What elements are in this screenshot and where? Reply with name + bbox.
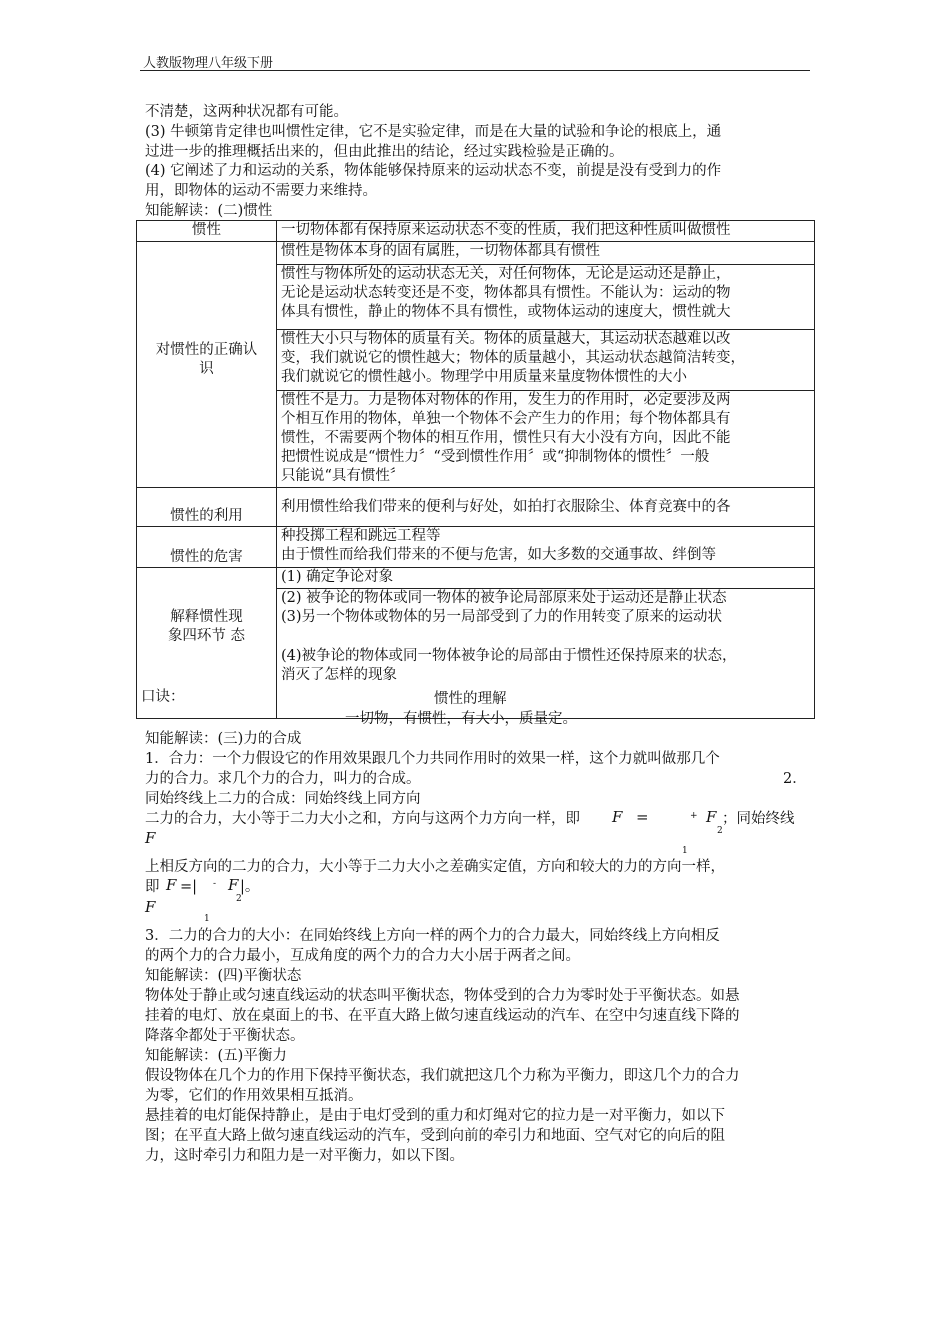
paragraph-line: 上相反方向的二力的合力，大小等于二力大小之差确实定值，方向和较大的力的方向一样，: [145, 859, 725, 875]
utilization-cell: [277, 487, 815, 526]
paragraph-line: 过进一步的推理概括出来的，但由此推出的结论，经过实践检验是正确的。: [145, 144, 624, 160]
cell-line: 惯性大小只与物体的质量有关。物体的质量越大，其运动状态越难以改: [281, 330, 731, 347]
paragraph-line: 物体处于静止或匀速直线运动的状态叫平衡状态，物体受到的合力为零时处于平衡状态。如悬: [145, 988, 740, 1004]
section-heading-composition: 知能解读：(三)力的合成: [145, 731, 302, 747]
section-heading-equilibrium: 知能解读：(四)平衡状态: [145, 968, 302, 984]
row-label-utilization: 惯性的利用: [137, 487, 277, 526]
subscript: 2: [717, 826, 723, 836]
paragraph-line: 图；在平直大路上做匀速直线运动的汽车，受到向前的牵引力和地面、空气对它的向后的阻: [145, 1128, 725, 1144]
paragraph-line: 挂着的电灯、放在桌面上的书、在平直大路上做匀速直线运动的汽车、在空中匀速直线下降的: [145, 1008, 740, 1024]
cell-line: 无论是运动状态转变还是不变，物体都具有惯性。不能认为：运动的物: [281, 284, 731, 301]
cell-line: 体具有惯性，静止的物体不具有惯性，或物体运动的速度大，惯性就大: [281, 303, 731, 320]
formula-symbol: F: [228, 876, 239, 894]
subscript: 2: [236, 894, 242, 904]
paragraph-fragment: 即: [145, 879, 160, 895]
paragraph-line: 力的合力。求几个力的合力，叫力的合成。: [145, 771, 421, 787]
formula-symbol: F: [166, 876, 177, 894]
step-2: (2) 被争论的物体或同一物体的被争论局部原来处于运动还是静止状态: [281, 589, 727, 606]
paragraph-line: 用，即物体的运动不需要力来维持。: [145, 183, 377, 199]
step-1-cell: (1) 确定争论对象: [277, 567, 815, 588]
formula-symbol: F: [145, 898, 156, 916]
steps-cell: [277, 588, 815, 718]
paragraph-line: 的两个力的合力最小，互成角度的两个力的合力大小居于两者之间。: [145, 948, 580, 964]
paragraph-line: 二力的合力，大小等于二力大小之和，方向与这两个力方向一样，即: [145, 811, 580, 827]
cell-line: 把惯性说成是“惯性力〞“受到惯性作用〞或“抑制物体的惯性〞一般: [281, 448, 710, 465]
paragraph-fragment: =|: [180, 879, 198, 895]
row-label-correct-understanding-top: [137, 242, 277, 265]
row-label-four-steps: 解释惯性现 象四环节 态 口诀：: [137, 567, 277, 718]
paragraph-line: 力，这时牵引力和阻力是一对平衡力，如以下图。: [145, 1148, 464, 1164]
row-label-inertia: 惯性: [137, 221, 277, 242]
cell-line: 惯性不是力。力是物体对物体的作用，发生力的作用时，必定要涉及两: [281, 391, 731, 408]
harm-cell: [277, 526, 815, 567]
step-4: (4)被争论的物体或同一物体被争论的局部由于惯性还保持原来的状态，: [281, 647, 737, 664]
paragraph-line: 假设物体在几个力的作用下保持平衡状态，我们就把这几个力称为平衡力，即这几个力的合力: [145, 1068, 740, 1084]
inertia-understanding-caption: 惯性的理解: [434, 691, 507, 707]
label-spacer: [137, 264, 277, 329]
understanding-cell-b: [277, 264, 815, 329]
cell-line: 由于惯性而给我们带来的不便与危害，如大多数的交通事故、绊倒等: [281, 546, 716, 563]
formula-symbol: F: [612, 808, 623, 826]
paragraph-line: 降落伞都处于平衡状态。: [145, 1028, 305, 1044]
paragraph-line: 同始终线上二力的合成：同始终线上同方向: [145, 791, 421, 807]
step-4-cont: 消灭了怎样的现象: [281, 666, 397, 683]
section-heading-inertia: 知能解读：(二)惯性: [145, 203, 273, 219]
running-header: 人教版物理八年级下册: [143, 56, 274, 71]
formula-symbol: -: [213, 879, 217, 889]
understanding-cell-c: [277, 329, 815, 390]
paragraph-fragment: ；同始终线: [722, 811, 795, 827]
understanding-cell-d: [277, 390, 815, 487]
item-number-2: 2．: [783, 771, 807, 787]
formula-symbol: =: [636, 808, 649, 826]
subscript: 1: [682, 846, 688, 856]
section-heading-balanced-forces: 知能解读：(五)平衡力: [145, 1048, 287, 1064]
rhyme-line: 一切物，有惯性，有大小，质量定。: [345, 711, 577, 727]
paragraph-line: 1．合力：一个力假设它的作用效果跟几个力共同作用时的效果一样，这个力就叫做那几个: [145, 751, 720, 767]
paragraph-line: 不清楚，这两种状况都有可能。: [145, 104, 348, 120]
paragraph-fragment: |。: [240, 879, 260, 895]
cell-line: 变，我们就说它的惯性越大；物体的质量越小，其运动状态越简洁转变，: [281, 349, 745, 366]
cell-line: 只能说“具有惯性〞: [281, 467, 405, 484]
paragraph-line: (4) 它阐述了力和运动的关系，物体能够保持原来的运动状态不变，前提是没有受到力的作: [145, 163, 722, 179]
label-spacer: [137, 390, 277, 487]
formula-symbol: F: [145, 829, 156, 847]
step-3: (3)另一个物体或物体的另一局部受到了力的作用转变了原来的运动状: [281, 608, 723, 625]
cell-line: 惯性，不需要两个物体的相互作用，惯性只有大小没有方向，因此不能: [281, 429, 731, 446]
paragraph-line: (3) 牛顿第肯定律也叫惯性定律，它不是实验定律，而是在大量的试验和争论的根底上，通: [145, 124, 722, 140]
row-label-correct-understanding: 对惯性的正确认识: [137, 329, 277, 390]
row-label-harm: 惯性的危害: [137, 526, 277, 567]
cell-line: 个相互作用的物体，单独一个物体不会产生力的作用；每个物体都具有: [281, 410, 731, 427]
subscript: 1: [204, 914, 210, 924]
paragraph-line: 悬挂着的电灯能保持静止，是由于电灯受到的重力和灯绳对它的拉力是一对平衡力，如以下: [145, 1108, 725, 1124]
paragraph-line: 3．二力的合力的大小：在同始终线上方向一样的两个力的合力最大，同始终线上方向相反: [145, 928, 720, 944]
header-rule: [140, 70, 810, 71]
cell-line: 种投掷工程和跳远工程等: [281, 527, 441, 544]
cell-line: 我们就说它的惯性越小。物理学中用质量来量度物体惯性的大小: [281, 368, 687, 385]
definition-cell: 一切物体都有保持原来运动状态不变的性质，我们把这种性质叫做惯性: [277, 221, 815, 242]
inertia-table: [136, 220, 815, 719]
formula-symbol: F: [706, 808, 717, 826]
understanding-cell-a: 惯性是物体本身的固有属胜，一切物体都具有惯性: [277, 242, 815, 265]
cell-line: 惯性与物体所处的运动状态无关，对任何物体，无论是运动还是静止，: [281, 265, 731, 282]
koujue-label: 口诀：: [141, 688, 185, 705]
formula-symbol: +: [690, 811, 698, 821]
cell-line: 利用惯性给我们带来的便利与好处，如拍打衣服除尘、体育竞赛中的各: [281, 498, 731, 515]
paragraph-line: 为零，它们的作用效果相互抵消。: [145, 1088, 363, 1104]
